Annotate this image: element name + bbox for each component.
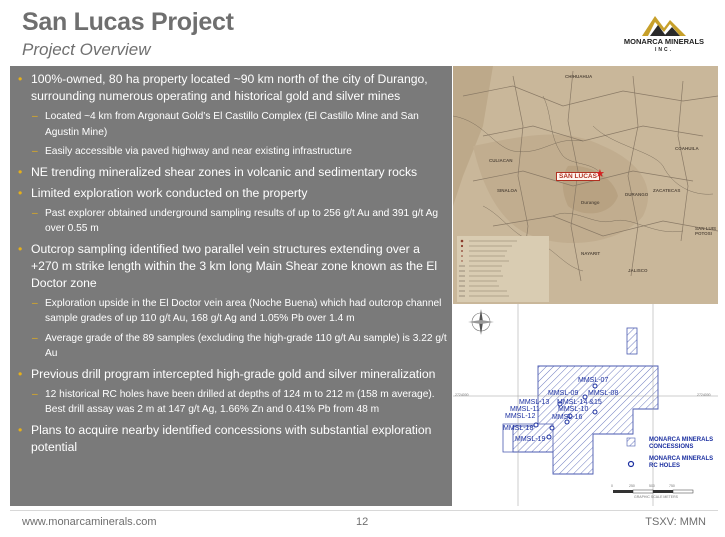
drill-hole-label: MMSL-14 &15 <box>557 399 602 406</box>
map-state-label: NAYARIT <box>581 251 601 256</box>
drill-hole-label: MMSL-16 <box>552 414 583 421</box>
legend-rc-holes: MONARCA MINERALS RC HOLES <box>649 456 714 469</box>
footer-divider <box>10 510 718 511</box>
scale-tick-label: 250 <box>629 484 635 488</box>
map-state-label: ZACATECAS <box>653 188 681 193</box>
sub-bullet-item: – Easily accessible via paved highway and near existing infrastructure <box>18 144 448 160</box>
map-state-label: SAN LUIS POTOSI <box>695 226 717 236</box>
drill-hole-label: MMSL-19 <box>515 436 546 443</box>
sub-bullet-item: – Located ~4 km from Argonaut Gold’s El Castillo Complex (El Castillo Mine and San Agustin Mine) <box>18 109 448 140</box>
drill-hole-label: MMSL-09 <box>548 390 579 397</box>
bullet-item: • Limited exploration work conducted on the property <box>18 185 448 202</box>
map-city-label: CULIACAN <box>489 158 513 163</box>
page-subtitle: Project Overview <box>22 40 151 59</box>
scale-tick-label: 750 <box>669 484 675 488</box>
drill-hole-label: MMSL-07 <box>578 377 609 384</box>
bullet-item: • Outcrop sampling identified two parallel vein structures extending over a +270 m strike length within the 3 km long Main Shear zone known as the El Doctor zone <box>18 241 448 292</box>
map-legend-symbols <box>457 236 549 302</box>
drill-hole-label: MMSL-10 <box>558 406 589 413</box>
logo-suffix: INC. <box>655 47 673 53</box>
sub-bullet-item: – Past explorer obtained underground sampling results of up to 256 g/t Au and 391 g/t Ag over 0.55 m <box>18 206 448 237</box>
bullet-item: • Plans to acquire nearby identified concessions with substantial exploration potential <box>18 422 448 456</box>
drill-hole-map <box>453 304 718 506</box>
page-number: 12 <box>356 516 369 528</box>
scale-tick-label: 0 <box>611 484 613 488</box>
logo-name: MONARCA MINERALS <box>623 37 705 46</box>
location-map <box>453 66 718 304</box>
drill-hole-label: MMSL-18 <box>503 425 534 432</box>
map-legend <box>457 236 549 302</box>
page-title: San Lucas Project <box>22 8 234 36</box>
project-location-label: SAN LUCAS <box>556 172 600 181</box>
drill-hole-label: MMSL-13 <box>519 399 550 406</box>
project-star-icon: ★ <box>595 168 605 180</box>
overview-panel <box>10 66 452 506</box>
ticker-symbol: TSXV: MMN <box>645 516 706 528</box>
map-state-label: CHIHUAHUA <box>565 74 593 79</box>
map-state-label: DURANGO <box>625 192 649 197</box>
scale-tick-label: 500 <box>649 484 655 488</box>
sub-bullet-item: – Exploration upside in the El Doctor vein area (Noche Buena) which had outcrop channel sample grades of up 110 g/t Au, 168 g/t Ag and 1.05% Pb over 1.4 m <box>18 296 448 327</box>
map-state-label: JALISCO <box>628 268 648 273</box>
sub-bullet-item: – 12 historical RC holes have been drilled at depths of 124 m to 212 m (158 m average). Best drill assay was 2 m at 147 g/t Ag, 1.66% Zn and 0.41% Pb from 48 m <box>18 387 448 418</box>
bullet-item: • 100%-owned, 80 ha property located ~90 km north of the city of Durango, surrounding numerous operating and historical gold and silver mines <box>18 71 448 105</box>
mountain-logo-icon <box>612 10 716 38</box>
company-logo <box>612 10 716 56</box>
drill-hole-label: MMSL-08 <box>588 390 619 397</box>
legend-concessions: MONARCA MINERALS CONCESSIONS <box>649 437 714 450</box>
bullet-item: • NE trending mineralized shear zones in volcanic and sedimentary rocks <box>18 164 448 181</box>
sub-bullet-item: – Average grade of the 89 samples (excluding the high-grade 110 g/t Au sample) is 3.22 g/t Au <box>18 331 448 362</box>
north-arrow-icon <box>468 309 494 335</box>
scale-caption: GRAPHIC SCALE METERS <box>634 495 678 499</box>
map-coordinate: 2724000 <box>697 393 711 397</box>
map-state-label: COAHUILA <box>675 146 699 151</box>
bullet-item: • Previous drill program intercepted high-grade gold and silver mineralization <box>18 366 448 383</box>
map-state-label: SINALOA <box>497 188 518 193</box>
bullet-list <box>18 71 448 460</box>
map-city-label: Durango <box>581 200 600 205</box>
footer-website: www.monarcaminerals.com <box>22 516 157 528</box>
scale-bar <box>613 490 693 493</box>
drill-hole-label: MMSL-11 <box>510 406 540 413</box>
drill-hole-label: MMSL-12 <box>505 413 536 420</box>
map-coordinate: 2724000 <box>455 393 469 397</box>
